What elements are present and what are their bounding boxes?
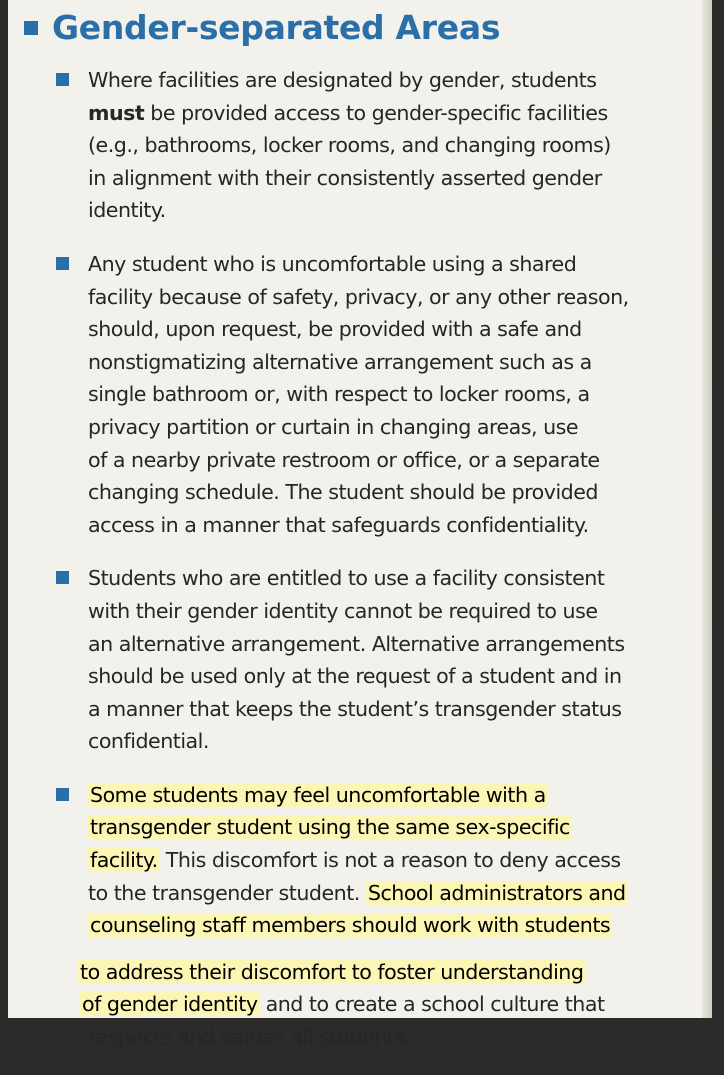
text-line: an alternative arrangement. Alternative arrangements <box>88 631 625 656</box>
text-line: access in a manner that safeguards confidentiality. <box>88 512 589 537</box>
text-line: respects and values all students. <box>88 1025 411 1050</box>
bullet-item-entitled-students <box>56 562 704 758</box>
text-line: to the transgender student. School administrators and <box>88 880 626 905</box>
text-line: (e.g., bathrooms, locker rooms, and changing rooms) <box>88 133 611 158</box>
text-line <box>88 779 704 812</box>
highlighted-text: facility. <box>90 848 158 873</box>
text-line: Students who are entitled to use a facility consistent <box>88 566 605 591</box>
highlighted-text: to address their discomfort to foster understanding <box>80 959 584 984</box>
text-line: privacy partition or curtain in changing areas, use <box>88 414 579 439</box>
highlighted-text: School administrators and <box>367 880 626 905</box>
text-line: should be used only at the request of a student and in <box>88 664 622 689</box>
bullet-list <box>56 64 704 1075</box>
text-line: a manner that keeps the student’s transgender status <box>88 696 622 721</box>
text-line <box>88 811 704 844</box>
square-bullet-icon <box>56 73 69 86</box>
heading-title: Gender-separated Areas <box>52 8 501 47</box>
square-bullet-icon <box>56 257 69 270</box>
text-line: Where facilities are designated by gender, students <box>88 68 597 92</box>
highlighted-text: of gender identity <box>82 992 258 1017</box>
text-line: must be provided access to gender-specific facilities <box>88 100 608 125</box>
text-line: changing schedule. The student should be provided <box>88 480 598 505</box>
highlighted-text: Some students may feel uncomfortable with a <box>90 782 546 807</box>
text-line: facility because of safety, privacy, or any other reason, <box>88 284 629 309</box>
emphasis-must: must <box>88 100 145 125</box>
bullet-item-discomfort <box>56 779 704 1054</box>
square-bullet-icon <box>56 571 69 584</box>
text-line: identity. <box>88 198 166 223</box>
text-line <box>78 956 704 989</box>
bullet-text <box>88 64 704 227</box>
text-line: facility. This discomfort is not a reason to deny access <box>90 848 621 873</box>
bullet-text <box>88 248 704 541</box>
text-line: in alignment with their consistently asserted gender <box>88 165 602 190</box>
text-line <box>88 909 704 942</box>
bullet-item-facilities-access <box>56 64 704 227</box>
text-line: single bathroom or, with respect to locker rooms, a <box>88 382 590 407</box>
text-line: confidential. <box>88 729 209 754</box>
highlighted-text: transgender student using the same sex-specific <box>90 815 570 840</box>
text-line: should, upon request, be provided with a safe and <box>88 317 582 342</box>
text-line: of a nearby private restroom or office, or a separate <box>88 447 600 472</box>
square-bullet-icon <box>24 21 38 35</box>
bullet-text <box>80 779 704 1054</box>
square-bullet-icon <box>56 788 69 801</box>
text-line: of gender identity and to create a school culture that <box>82 992 605 1017</box>
text-line: Any student who is uncomfortable using a shared <box>88 251 577 276</box>
bullet-item-alternative-arrangement <box>56 248 704 541</box>
highlighted-text: counseling staff members should work with students <box>90 913 611 938</box>
text-line: nonstigmatizing alternative arrangement such as a <box>88 349 592 374</box>
text-line: with their gender identity cannot be required to use <box>88 598 598 623</box>
section-heading <box>24 8 500 47</box>
document-page <box>8 0 712 1050</box>
bullet-text <box>88 562 704 758</box>
